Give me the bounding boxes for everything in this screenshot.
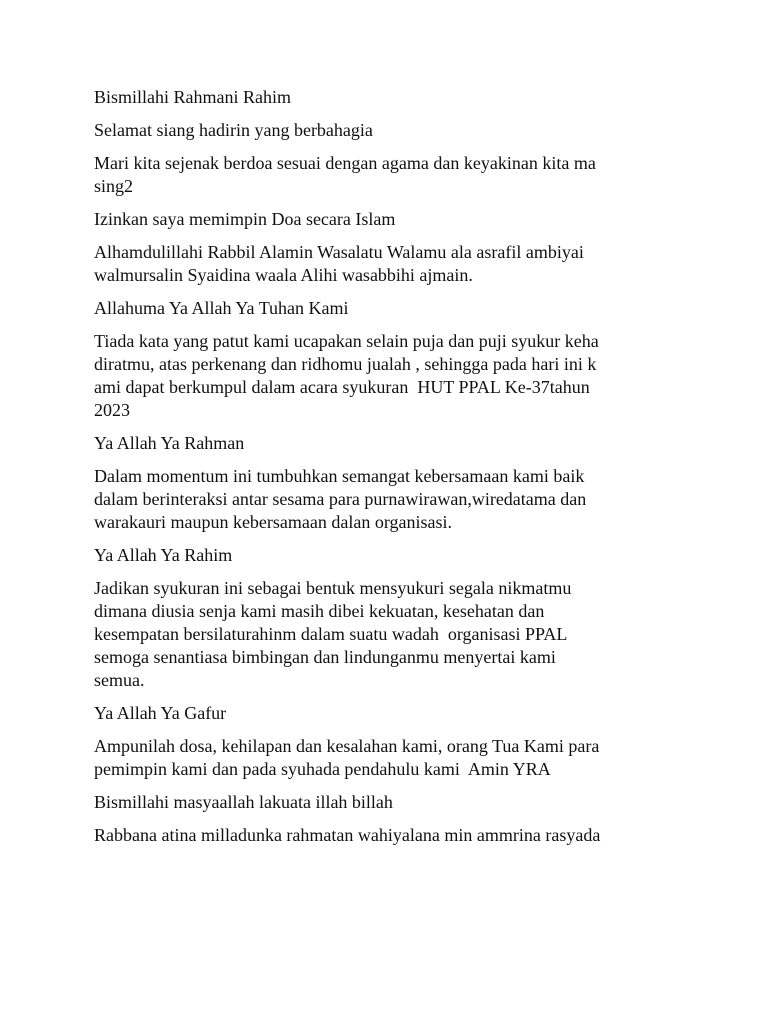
paragraph-invocation-heading xyxy=(94,297,684,320)
text-line: diratmu, atas perkenang dan ridhomu jualah , sehingga pada hari ini k xyxy=(94,354,597,374)
text-line: pemimpin kami dan pada syuhada pendahulu kami Amin YRA xyxy=(94,759,551,779)
text-line: Ya Allah Ya Gafur xyxy=(94,703,227,723)
text-line: Alhamdulillahi Rabbil Alamin Wasalatu Walamu ala asrafil ambiyai xyxy=(94,242,584,262)
text-line: Selamat siang hadirin yang berbahagia xyxy=(94,120,373,140)
text-line: semoga senantiasa bimbingan dan lindunganmu menyertai kami xyxy=(94,647,556,667)
text-line: Tiada kata yang patut kami ucapakan selain puja dan puji syukur keha xyxy=(94,331,599,351)
paragraph-permission xyxy=(94,208,684,231)
text-line: Dalam momentum ini tumbuhkan semangat kebersamaan kami baik xyxy=(94,466,585,486)
paragraph-masyaallah xyxy=(94,791,684,814)
text-line: Ya Allah Ya Rahim xyxy=(94,545,233,565)
text-line: 2023 xyxy=(94,400,130,420)
text-line: Bismillahi Rahmani Rahim xyxy=(94,87,291,107)
text-line: Ya Allah Ya Rahman xyxy=(94,433,245,453)
text-line: ami dapat berkumpul dalam acara syukuran HUT PPAL Ke-37tahun xyxy=(94,377,590,397)
text-line: Allahuma Ya Allah Ya Tuhan Kami xyxy=(94,298,349,318)
text-line: Jadikan syukuran ini sebagai bentuk mensyukuri segala nikmatmu xyxy=(94,578,572,598)
paragraph-forgiveness xyxy=(94,735,684,781)
paragraph-greeting xyxy=(94,119,684,142)
text-line: Izinkan saya memimpin Doa secara Islam xyxy=(94,209,396,229)
text-line: walmursalin Syaidina waala Alihi wasabbihi ajmain. xyxy=(94,265,473,285)
text-line: dimana diusia senja kami masih dibei kekuatan, kesehatan dan xyxy=(94,601,545,621)
paragraph-hamdalah xyxy=(94,241,684,287)
text-line: sing2 xyxy=(94,176,134,196)
paragraph-ya-gafur xyxy=(94,702,684,725)
text-line: Ampunilah dosa, kehilapan dan kesalahan kami, orang Tua Kami para xyxy=(94,736,600,756)
text-line: Rabbana atina milladunka rahmatan wahiyalana min ammrina rasyada xyxy=(94,825,601,845)
paragraph-closing-prayer xyxy=(94,824,684,847)
paragraph-opening xyxy=(94,86,684,109)
paragraph-invitation xyxy=(94,152,684,198)
text-line: Bismillahi masyaallah lakuata illah billah xyxy=(94,792,393,812)
paragraph-gratitude xyxy=(94,330,684,422)
paragraph-ya-rahim xyxy=(94,544,684,567)
document-body xyxy=(94,86,684,857)
paragraph-thanksgiving xyxy=(94,577,684,692)
paragraph-togetherness xyxy=(94,465,684,534)
text-line: warakauri maupun kebersamaan dalan organisasi. xyxy=(94,512,453,532)
text-line: kesempatan bersilaturahinm dalam suatu wadah organisasi PPAL xyxy=(94,624,568,644)
paragraph-ya-rahman xyxy=(94,432,684,455)
text-line: Mari kita sejenak berdoa sesuai dengan agama dan keyakinan kita ma xyxy=(94,153,596,173)
text-line: semua. xyxy=(94,670,145,690)
text-line: dalam berinteraksi antar sesama para purnawirawan,wiredatama dan xyxy=(94,489,587,509)
